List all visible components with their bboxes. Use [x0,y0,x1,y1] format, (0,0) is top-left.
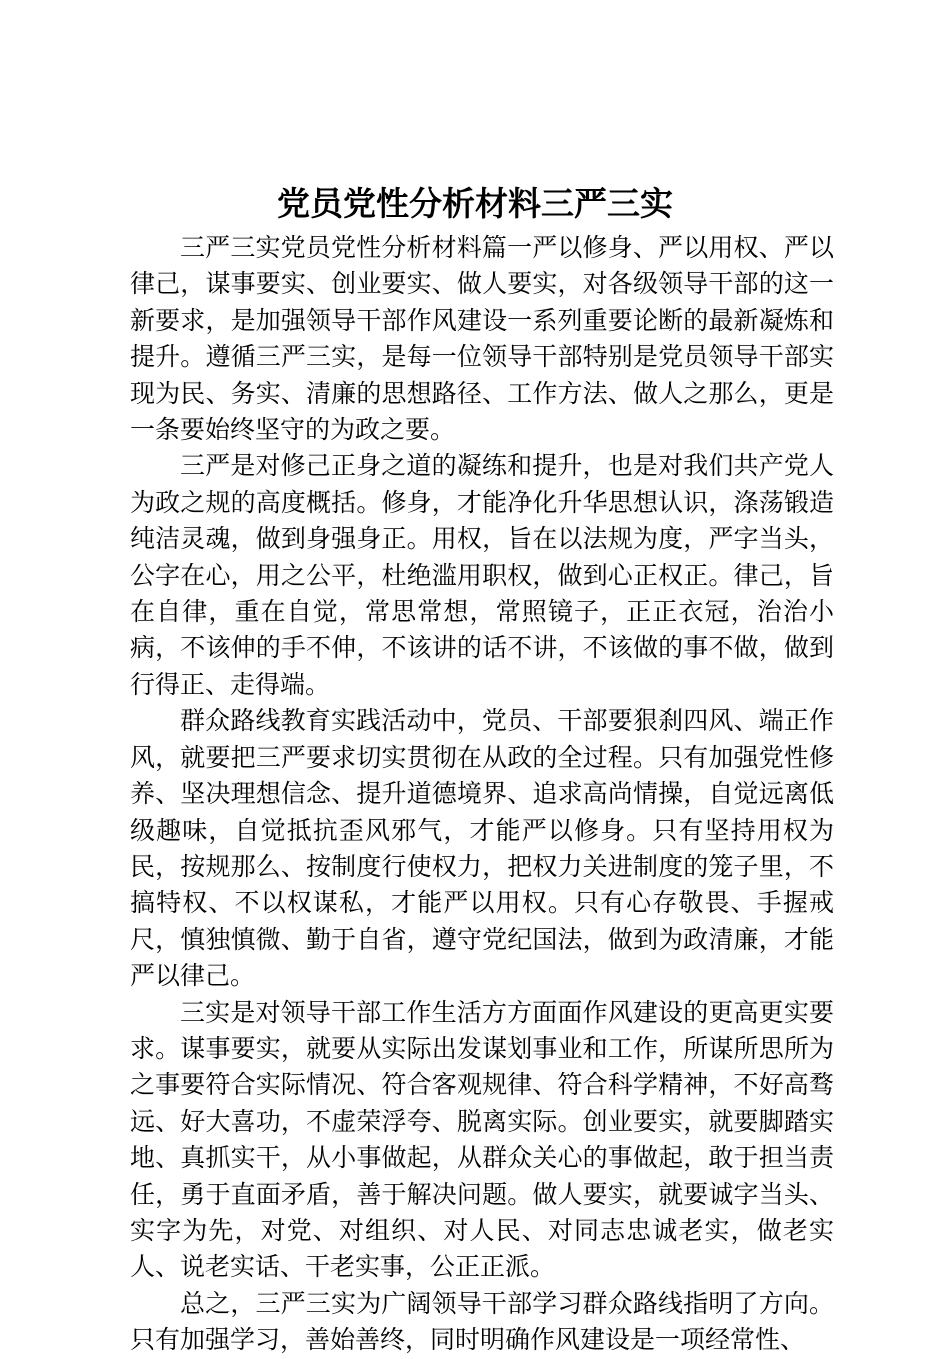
document-title: 党员党性分析材料三严三实 [277,184,673,223]
paragraph: 总之，三严三实为广阔领导干部学习群众路线指明了方向。只有加强学习，善始善终，同时明确作风建设是一项经常性、 [130,1288,834,1355]
paragraph: 群众路线教育实践活动中，党员、干部要狠刹四风、端正作风，就要把三严要求切实贯彻在从政的全过程。只有加强党性修养、坚决理想信念、提升道德境界、追求高尚情操，自觉远离低级趣味，自觉抵抗歪风邪气，才能严以修身。只有坚持用权为民，按规那么、按制度行使权力，把权力关进制度的笼子里，不搞特权、不以权谋私，才能严以用权。只有心存敬畏、手握戒尺，慎独慎微、勤于自省，遵守党纪国法，做到为政清廉，才能严以律己。 [130,706,834,991]
paragraph: 三实是对领导干部工作生活方方面面作风建设的更高更实要求。谋事要实，就要从实际出发谋划事业和工作，所谋所思所为之事要符合实际情况、符合客观规律、符合科学精神，不好高骛远、好大喜功，不虚荣浮夸、脱离实际。创业要实，就要脚踏实地、真抓实干，从小事做起，从群众关心的事做起，敢于担当责任，勇于直面矛盾，善于解决问题。做人要实，就要诚字当头、实字为先，对党、对组织、对人民、对同志忠诚老实，做老实人、说老实话、干老实事，公正正派。 [130,997,834,1282]
paragraph: 三严是对修己正身之道的凝练和提升，也是对我们共产党人为政之规的高度概括。修身，才能净化升华思想认识，涤荡锻造纯洁灵魂，做到身强身正。用权，旨在以法规为度，严字当头，公字在心，用之公平，杜绝滥用职权，做到心正权正。律己，旨在自律，重在自觉，常思常想，常照镜子，正正衣冠，治治小病，不该伸的手不伸，不该讲的话不讲，不该做的事不做，做到行得正、走得端。 [130,451,834,699]
paragraph: 三严三实党员党性分析材料篇一严以修身、严以用权、严以律己，谋事要实、创业要实、做人要实，对各级领导干部的这一新要求，是加强领导干部作风建设一系列重要论断的最新凝炼和提升。遵循三严三实，是每一位领导干部特别是党员领导干部实现为民、务实、清廉的思想路径、工作方法、做人之那么，更是一条要始终坚守的为政之要。 [130,233,834,445]
document-body [130,230,834,1359]
